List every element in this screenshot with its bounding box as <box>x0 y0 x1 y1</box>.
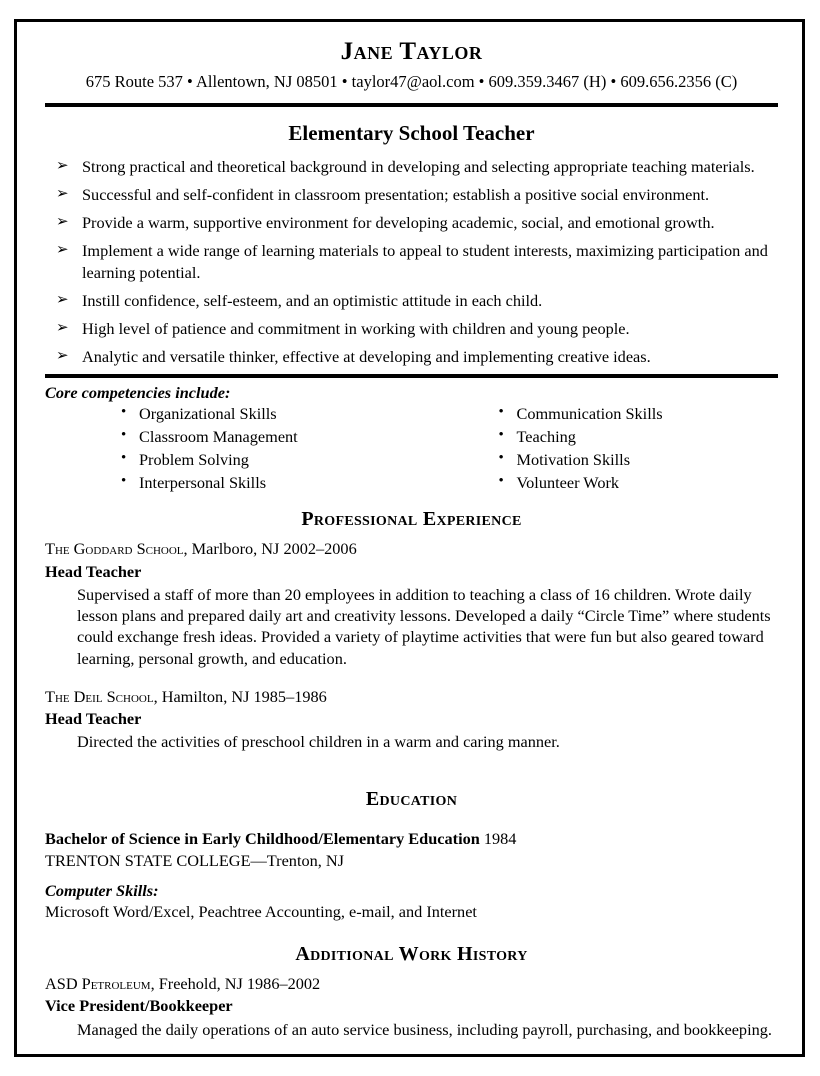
list-item <box>121 450 412 470</box>
list-item <box>45 240 778 283</box>
section-heading-additional-work-history: Additional Work History <box>295 943 528 966</box>
dot-bullet-icon: • <box>121 427 127 444</box>
list-item <box>121 427 412 447</box>
job-description: Supervised a staff of more than 20 employees in addition to teaching a class of 16 children. Wrote daily lesson plans and prepared daily art and creativity lessons. Developed a daily “Circle Time” where students could exchange fresh ideas. Provided a variety of playtime activities that were fun but also geared toward learning, personal growth, and education. <box>77 585 771 668</box>
competency-text: Classroom Management <box>139 427 298 447</box>
employer-line <box>45 687 778 707</box>
employer-line <box>45 539 778 559</box>
list-item <box>45 290 778 312</box>
arrow-bullet-icon: ➢ <box>56 156 69 175</box>
highlight-text: Successful and self-confident in classroom presentation; establish a positive social environment. <box>82 185 710 205</box>
list-item <box>45 346 778 368</box>
dot-bullet-icon: • <box>498 473 504 490</box>
dot-bullet-icon: • <box>121 473 127 490</box>
competencies-right-column <box>412 404 779 496</box>
highlights-list <box>45 156 778 367</box>
degree-year: 1984 <box>479 829 517 849</box>
list-item <box>45 212 778 234</box>
arrow-bullet-icon: ➢ <box>56 345 69 364</box>
job-role: Head Teacher <box>45 709 142 729</box>
competency-text: Organizational Skills <box>139 404 277 424</box>
experience-entry <box>45 687 778 753</box>
list-item <box>45 318 778 340</box>
competencies-divider <box>45 374 778 378</box>
list-item <box>121 473 412 493</box>
list-item <box>499 473 779 493</box>
contact-line: 675 Route 537 • Allentown, NJ 08501 • taylor47@aol.com • 609.359.3467 (H) • 609.656.2356 (C) <box>85 71 738 91</box>
list-item <box>499 404 779 424</box>
employer-location-dates: , Marlboro, NJ 2002–2006 <box>183 539 357 559</box>
arrow-bullet-icon: ➢ <box>56 289 69 308</box>
competency-text: Problem Solving <box>139 450 249 470</box>
computer-skills-label: Computer Skills: <box>45 880 159 900</box>
candidate-name: Jane Taylor <box>340 38 483 65</box>
employer-name: The Deil School <box>45 686 154 706</box>
competency-text: Communication Skills <box>516 404 663 424</box>
competencies-left-column <box>45 404 412 496</box>
job-role: Head Teacher <box>45 561 142 581</box>
resume-content <box>45 22 778 1042</box>
section-heading-education: Education <box>365 788 458 811</box>
competency-text: Motivation Skills <box>516 450 631 470</box>
experience-entry <box>45 539 778 668</box>
list-item <box>499 427 779 447</box>
job-description: Managed the daily operations of an auto service business, including payroll, purchasing, and bookkeeping. <box>77 1019 772 1039</box>
competency-text: Volunteer Work <box>516 473 620 493</box>
dot-bullet-icon: • <box>498 404 504 421</box>
work-history-entry <box>45 974 778 1040</box>
highlight-text: Implement a wide range of learning materials to appeal to student interests, maximizing participation and learning potential. <box>82 241 768 282</box>
employer-line <box>45 974 778 994</box>
highlight-text: High level of patience and commitment in working with children and young people. <box>82 318 630 338</box>
section-heading-professional-experience: Professional Experience <box>301 508 522 531</box>
competency-text: Teaching <box>516 427 576 447</box>
dot-bullet-icon: • <box>121 450 127 467</box>
employer-location-dates: , Hamilton, NJ 1985–1986 <box>153 686 327 706</box>
job-description: Directed the activities of preschool children in a warm and caring manner. <box>77 732 560 752</box>
header-divider <box>45 103 778 107</box>
employer-name: ASD Petroleum <box>45 974 151 994</box>
degree-name: Bachelor of Science in Early Childhood/Elementary Education <box>45 829 480 849</box>
employer-location-dates: , Freehold, NJ 1986–2002 <box>150 974 321 994</box>
employer-name: The Goddard School <box>45 539 184 559</box>
list-item <box>121 404 412 424</box>
core-competencies-columns <box>45 404 778 496</box>
education-degree <box>45 828 778 849</box>
dot-bullet-icon: • <box>498 427 504 444</box>
arrow-bullet-icon: ➢ <box>56 212 69 231</box>
dot-bullet-icon: • <box>498 450 504 467</box>
highlight-text: Instill confidence, self-esteem, and an optimistic attitude in each child. <box>82 290 543 310</box>
objective-title: Elementary School Teacher <box>288 121 535 146</box>
job-role: Vice President/Bookkeeper <box>45 996 233 1016</box>
resume-page <box>14 19 805 1057</box>
arrow-bullet-icon: ➢ <box>56 184 69 203</box>
computer-skills-value: Microsoft Word/Excel, Peachtree Accounting, e-mail, and Internet <box>45 901 477 921</box>
dot-bullet-icon: • <box>121 404 127 421</box>
competency-text: Interpersonal Skills <box>139 473 267 493</box>
education-school: TRENTON STATE COLLEGE—Trenton, NJ <box>45 850 344 870</box>
arrow-bullet-icon: ➢ <box>56 317 69 336</box>
highlight-text: Provide a warm, supportive environment for developing academic, social, and emotional growth. <box>82 213 715 233</box>
core-competencies-label: Core competencies include: <box>45 383 231 403</box>
list-item <box>45 184 778 206</box>
arrow-bullet-icon: ➢ <box>56 240 69 259</box>
highlight-text: Strong practical and theoretical background in developing and selecting appropriate teaching materials. <box>82 157 755 177</box>
list-item <box>45 156 778 178</box>
highlight-text: Analytic and versatile thinker, effective at developing and implementing creative ideas. <box>82 346 651 366</box>
list-item <box>499 450 779 470</box>
